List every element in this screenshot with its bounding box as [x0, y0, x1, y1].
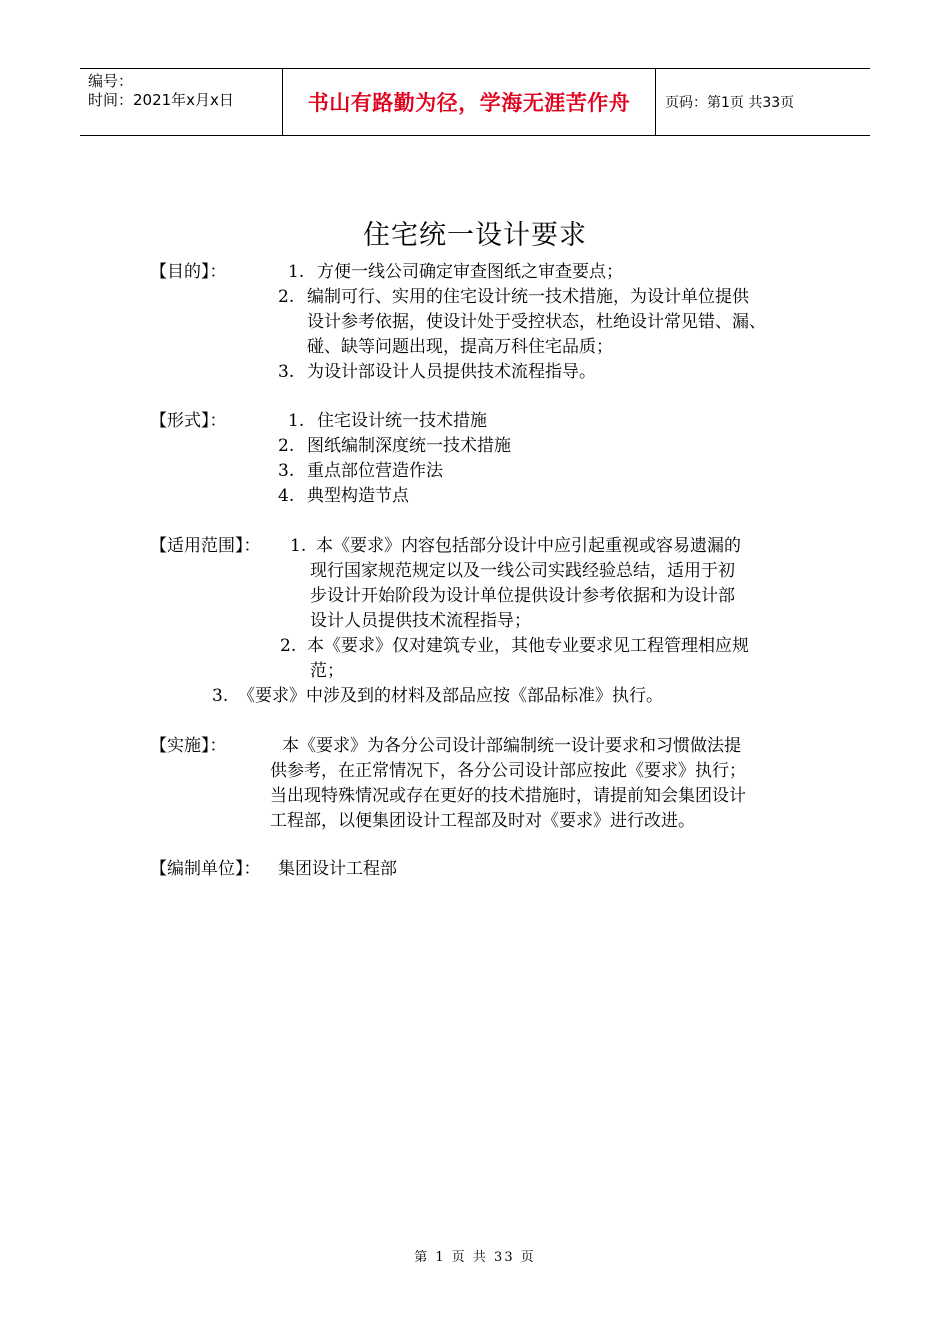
document-time-label: 时间：2021年x月x日 [88, 91, 234, 109]
implementation-text: 本《要求》为各分公司设计部编制统一设计要求和习惯做法提 [282, 736, 741, 756]
header-page-info: 页码：第1页 共33页 [665, 95, 795, 111]
purpose-item-3-text: 为设计部设计人员提供技术流程指导。 [307, 362, 596, 382]
page-footer: 第 1 页 共 33 页 [414, 1250, 536, 1265]
form-item-3-text: 重点部位营造作法 [307, 461, 443, 481]
form-label: 【形式】： [150, 411, 227, 431]
form-item-4-num: 4. [278, 486, 295, 506]
header-motto: 书山有路勤为径，学海无涯苦作舟 [282, 69, 656, 135]
scope-item-1-text: 现行国家规范规定以及一线公司实践经验总结，适用于初 [310, 561, 735, 581]
scope-item-2-text: 范； [310, 661, 344, 681]
form-item-1-text: 住宅设计统一技术措施 [317, 411, 487, 431]
purpose-item-2-text: 碰、缺等问题出现，提高万科住宅品质； [307, 337, 613, 357]
purpose-item-3-num: 3. [278, 362, 295, 382]
scope-item-1-text: 设计人员提供技术流程指导； [310, 611, 531, 631]
form-item-2-text: 图纸编制深度统一技术措施 [307, 436, 511, 456]
compiler-value: 集团设计工程部 [278, 859, 397, 879]
document-title: 住宅统一设计要求 [363, 220, 587, 251]
compiler-label: 【编制单位】： [150, 859, 261, 879]
implementation-label: 【实施】： [150, 736, 227, 756]
scope-item-1-text: 步设计开始阶段为设计单位提供设计参考依据和为设计部 [310, 586, 735, 606]
purpose-label: 【目的】： [150, 262, 227, 282]
scope-item-3-num: 3. [212, 686, 229, 706]
form-item-2-num: 2. [278, 436, 295, 456]
header-meta-cell [80, 69, 282, 135]
implementation-text: 工程部，以便集团设计工程部及时对《要求》进行改进。 [270, 811, 695, 831]
purpose-item-2-text: 编制可行、实用的住宅设计统一技术措施，为设计单位提供 [307, 287, 749, 307]
form-item-1-num: 1. [288, 411, 305, 431]
purpose-item-1-num: 1. [288, 262, 305, 282]
purpose-item-1-text: 方便一线公司确定审查图纸之审查要点； [317, 262, 623, 282]
scope-item-1-num: 1. [290, 536, 307, 556]
form-item-3-num: 3. [278, 461, 295, 481]
form-item-4-text: 典型构造节点 [307, 486, 409, 506]
scope-label: 【适用范围】： [150, 536, 261, 556]
purpose-item-2-text: 设计参考依据，使设计处于受控状态，杜绝设计常见错、漏、 [307, 312, 766, 332]
scope-item-2-num: 2. [280, 636, 297, 656]
implementation-text: 供参考，在正常情况下，各分公司设计部应按此《要求》执行； [270, 761, 746, 781]
document-number-label: 编号： [88, 72, 134, 90]
scope-item-2-text: 本《要求》仅对建筑专业，其他专业要求见工程管理相应规 [307, 636, 749, 656]
scope-item-1-text: 本《要求》内容包括部分设计中应引起重视或容易遗漏的 [316, 536, 741, 556]
implementation-text: 当出现特殊情况或存在更好的技术措施时，请提前知会集团设计 [270, 786, 746, 806]
document-header [80, 68, 870, 136]
scope-item-3-text: 《要求》中涉及到的材料及部品应按《部品标准》执行。 [238, 686, 663, 706]
purpose-item-2-num: 2. [278, 287, 295, 307]
